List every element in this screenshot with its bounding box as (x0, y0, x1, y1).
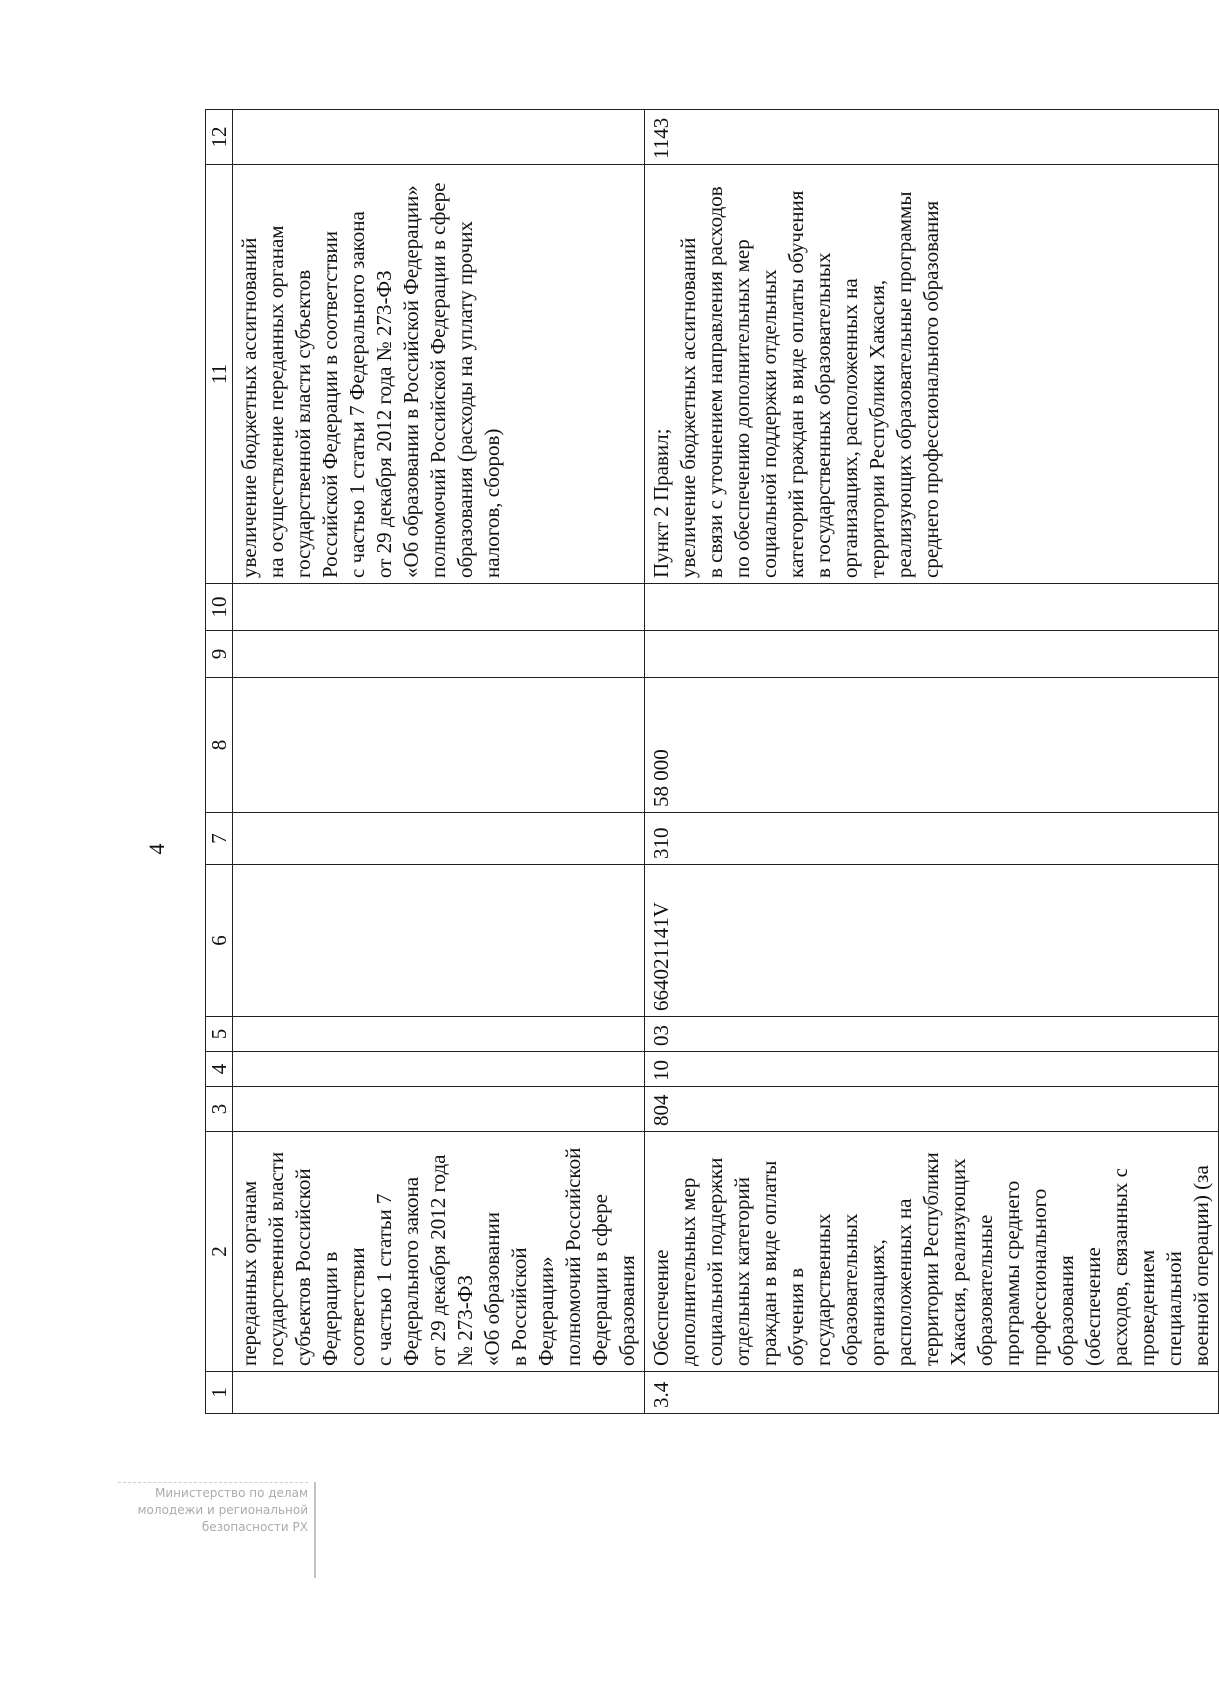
column-header: 7 (206, 813, 233, 865)
table-row (645, 110, 1219, 1414)
row-number-cell (233, 1372, 645, 1414)
stamp-line: молодежи и региональной (137, 1503, 308, 1517)
table-cell: 310 (645, 813, 1219, 865)
table-cell (233, 1052, 645, 1087)
table-cell (233, 584, 645, 631)
budget-changes-table (205, 109, 1219, 1414)
table-cell (233, 631, 645, 678)
column-header: 9 (206, 631, 233, 678)
table-cell (233, 813, 645, 865)
table-cell (645, 584, 1219, 631)
stamp-line: Министерство по делам (118, 1482, 308, 1502)
description-cell: переданных органам государственной власти субъектов Российской Федерации в соответствии с частью 1 статьи 7 Федерального закона от 29 декабря 2012 года № 273-ФЗ «Об образовании в Российской Федерации» полномочий Российской Федерации в сфере образования (233, 1132, 645, 1372)
description-cell: Обеспечение дополнительных мер социальной поддержки отдельных категорий граждан в виде оплаты обучения в государственных образовательных организациях, расположенных на территории Республики Хакасия, реализующих образовательные программы среднего профессионального образования (обеспечение расходов, связанных с проведением специальной военной операции) (за (645, 1132, 1219, 1372)
rotated-page (100, 109, 1213, 1589)
column-header: 8 (206, 678, 233, 813)
column-header: 10 (206, 584, 233, 631)
table-cell: 10 (645, 1052, 1219, 1087)
column-number-row (206, 110, 233, 1414)
column-header: 2 (206, 1132, 233, 1372)
table-cell: 03 (645, 1017, 1219, 1052)
row-number-cell: 3.4 (645, 1372, 1219, 1414)
column-header: 6 (206, 865, 233, 1017)
registration-stamp (118, 1482, 316, 1578)
justification-cell: увеличение бюджетных ассигнований на осуществление переданных органам государственной власти субъектов Российской Федерации в соответствии с частью 1 статьи 7 Федерального закона от 29 декабря 2012 года № 273-ФЗ «Об образовании в Российской Федерации» полномочий Российской Федерации в сфере образования (расходы на уплату прочих налогов, сборов) (233, 165, 645, 584)
column-header: 12 (206, 110, 233, 165)
table-cell: 58 000 (645, 678, 1219, 813)
column-header: 1 (206, 1372, 233, 1414)
table-cell: 1143 (645, 110, 1219, 165)
column-header: 11 (206, 165, 233, 584)
column-header: 5 (206, 1017, 233, 1052)
stamp-line: безопасности РХ (201, 1520, 308, 1534)
table-cell (233, 1087, 645, 1132)
table-cell (233, 1017, 645, 1052)
justification-cell: Пункт 2 Правил; увеличение бюджетных ассигнований в связи с уточнением направления расходов по обеспечению дополнительных мер социальной поддержки отдельных категорий граждан в виде оплаты обучения в государственных образовательных организациях, расположенных на территории Республики Хакасия, реализующих образовательные программы среднего профессионального образования (645, 165, 1219, 584)
table-cell (233, 865, 645, 1017)
column-header: 3 (206, 1087, 233, 1132)
table-cell: 804 (645, 1087, 1219, 1132)
table-cell: 664021141V (645, 865, 1219, 1017)
table-cell (233, 678, 645, 813)
page-number: 4 (144, 843, 169, 855)
table-cell (645, 631, 1219, 678)
column-header: 4 (206, 1052, 233, 1087)
table-cell (233, 110, 645, 165)
table-row (233, 110, 645, 1414)
